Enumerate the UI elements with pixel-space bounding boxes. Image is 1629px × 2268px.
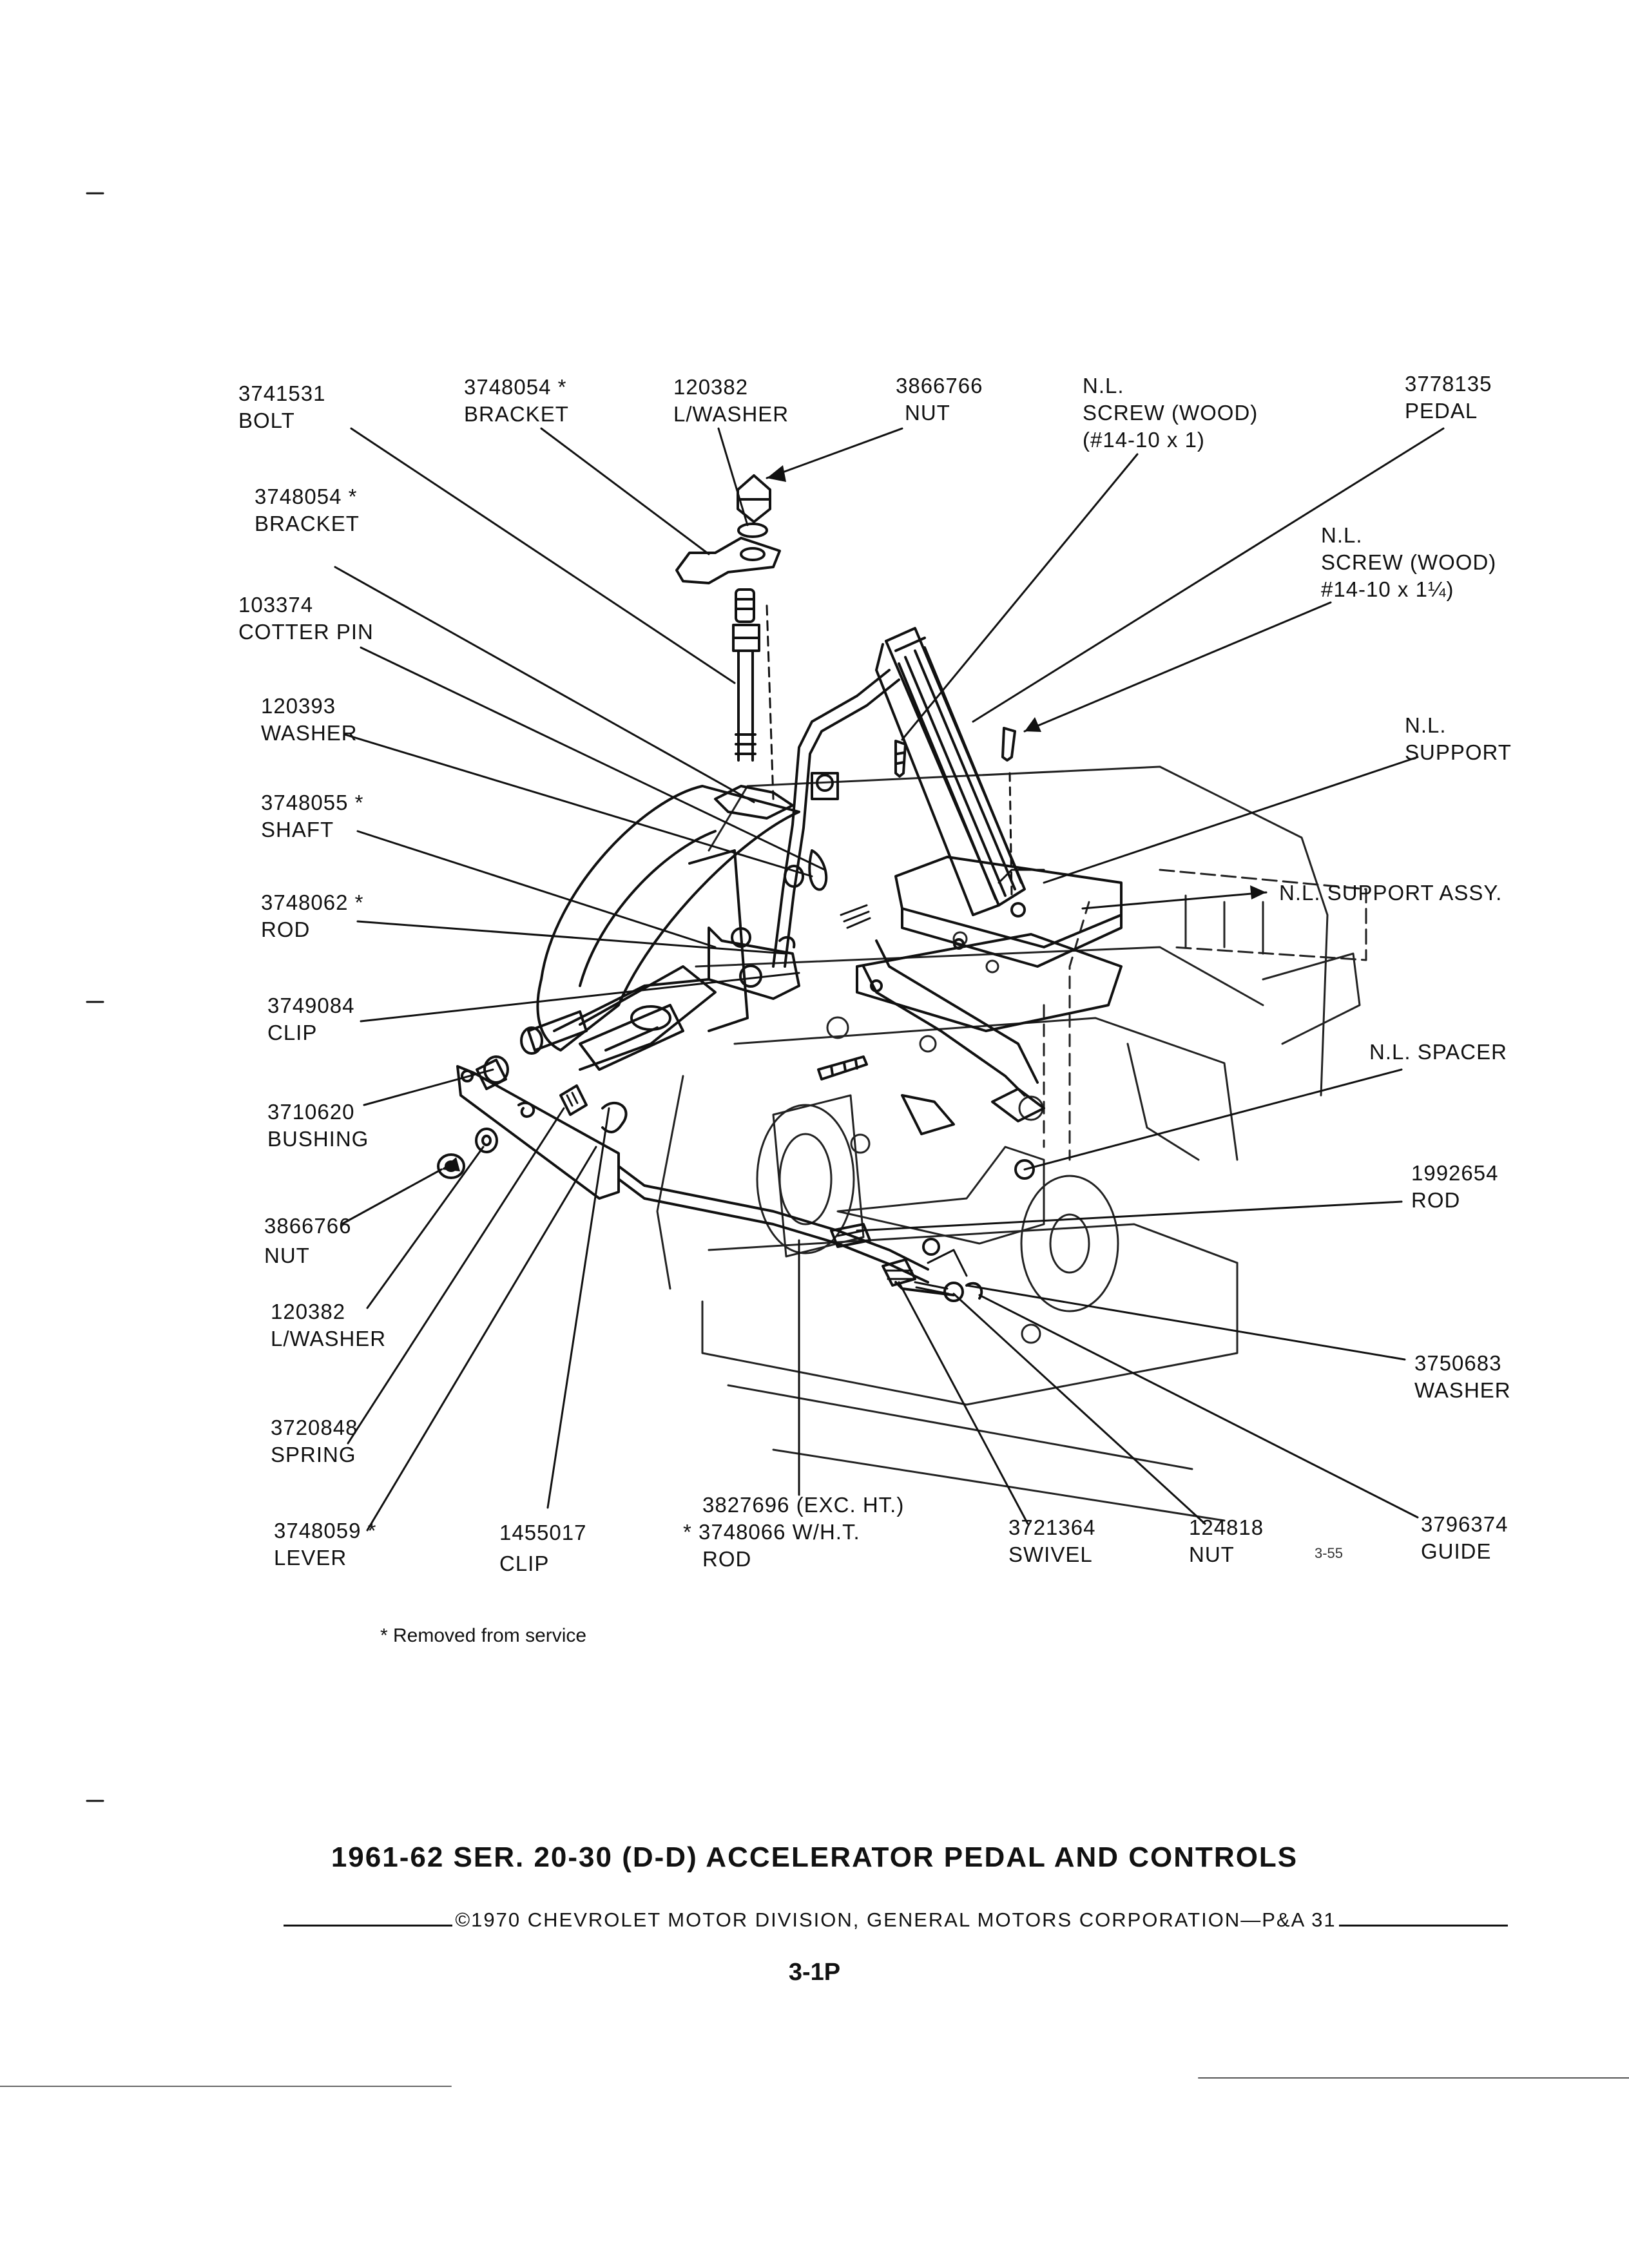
callout-lockwasher-left: [271, 1298, 386, 1352]
callout-washer-left: [261, 693, 358, 747]
part-name: BOLT: [238, 408, 295, 432]
part-label: N.L. SUPPORT ASSY.: [1279, 881, 1503, 905]
callout-support: [1405, 712, 1512, 766]
callout-washer-right: [1414, 1350, 1511, 1404]
part-name: L/WASHER: [673, 402, 789, 426]
part-name: SPRING: [271, 1443, 356, 1466]
part-name: GUIDE: [1421, 1539, 1492, 1563]
part-line: 3827696 (EXC. HT.): [702, 1493, 905, 1517]
callout-lockwasher-top: [673, 374, 789, 428]
margin-marks: [0, 193, 1629, 2086]
part-number: 3866766: [896, 374, 983, 398]
callout-lever: [274, 1517, 376, 1571]
part-name: WASHER: [1414, 1378, 1511, 1402]
part-name: NUT: [905, 401, 950, 425]
part-name: WASHER: [261, 721, 358, 745]
part-spec: (#14-10 x 1): [1083, 428, 1205, 452]
part-number: 3748054 *: [255, 485, 358, 508]
part-name: NUT: [264, 1244, 310, 1267]
copyright-text: ©1970 CHEVROLET MOTOR DIVISION, GENERAL MOTORS CORPORATION—P&A 31: [455, 1908, 1336, 1931]
part-name: SWIVEL: [1008, 1542, 1093, 1566]
callout-nut-top: [896, 372, 983, 427]
part-number: 3748062 *: [261, 890, 364, 914]
part-line: * 3748066 W/H.T.: [683, 1520, 860, 1544]
figure-number: 3-55: [1315, 1545, 1344, 1561]
copyright-line: [284, 1908, 1508, 1932]
callout-bushing: [267, 1099, 369, 1153]
part-spec: #14-10 x 1¼): [1321, 577, 1454, 601]
part-number: 103374: [238, 593, 314, 617]
part-number: N.L.: [1405, 713, 1447, 737]
part-name: SHAFT: [261, 818, 334, 841]
part-name: CLIP: [267, 1021, 318, 1044]
callout-guide: [1421, 1511, 1508, 1565]
part-number: 3721364: [1008, 1515, 1096, 1539]
callout-nut-bottom: [1189, 1514, 1264, 1568]
part-name: BUSHING: [267, 1127, 369, 1151]
pedal-rod-linkage: [709, 670, 1044, 1134]
part-number: 3741531: [238, 381, 326, 405]
part-number: 120382: [673, 375, 749, 399]
rule-left: [284, 1925, 452, 1927]
part-number: 120393: [261, 694, 336, 718]
part-number: 3720848: [271, 1416, 358, 1439]
part-number: 3748059 *: [274, 1519, 377, 1542]
part-number: 1455017: [499, 1521, 587, 1544]
callout-screw-wood-1: [1083, 372, 1258, 454]
shaft-housing: [537, 786, 799, 1070]
part-name: SCREW (WOOD): [1321, 550, 1497, 574]
part-number: 3750683: [1414, 1351, 1502, 1375]
callout-rod-bottom: [683, 1492, 904, 1573]
part-number: N.L.: [1083, 374, 1124, 398]
callout-spacer: [1369, 1039, 1507, 1066]
part-number: 3796374: [1421, 1512, 1509, 1536]
callout-support-assy: [1279, 879, 1502, 907]
part-name: CLIP: [499, 1552, 550, 1575]
callout-swivel: [1008, 1514, 1095, 1568]
part-name: LEVER: [274, 1546, 347, 1570]
part-label: N.L. SPACER: [1369, 1040, 1507, 1064]
callout-bolt: [238, 380, 325, 434]
part-number: 3748055 *: [261, 791, 364, 814]
part-name: NUT: [1189, 1542, 1235, 1566]
callout-clip-bottom: [499, 1517, 586, 1579]
callout-nut-left: [264, 1211, 351, 1271]
part-name: ROD: [702, 1547, 752, 1571]
part-number: 120382: [271, 1300, 346, 1323]
part-name: ROD: [1411, 1188, 1461, 1212]
part-number: 3778135: [1405, 372, 1492, 396]
part-name: COTTER PIN: [238, 620, 374, 644]
callout-clip-left: [267, 992, 354, 1046]
part-name: BRACKET: [255, 512, 360, 535]
leader-lines: [335, 428, 1443, 1530]
footnote: * Removed from service: [380, 1625, 587, 1646]
part-name: SCREW (WOOD): [1083, 401, 1258, 425]
callout-shaft: [261, 789, 363, 843]
part-name: SUPPORT: [1405, 740, 1512, 764]
part-name: ROD: [261, 918, 311, 941]
part-number: N.L.: [1321, 523, 1363, 547]
callout-rod-left: [261, 889, 363, 943]
part-number: 3710620: [267, 1100, 355, 1124]
part-name: BRACKET: [464, 402, 569, 426]
callout-bracket-left: [255, 483, 360, 537]
rule-right: [1339, 1925, 1508, 1927]
part-name: PEDAL: [1405, 399, 1478, 423]
callout-cotter-pin: [238, 591, 374, 646]
callout-pedal: [1405, 370, 1492, 425]
part-number: 3866766: [264, 1214, 352, 1238]
callout-screw-wood-2: [1321, 522, 1496, 603]
part-number: 1992654: [1411, 1161, 1499, 1185]
callout-spring: [271, 1414, 358, 1468]
part-name: L/WASHER: [271, 1327, 387, 1350]
callout-bracket-top: [464, 374, 569, 428]
part-number: 124818: [1189, 1515, 1264, 1539]
bolt-assembly: [677, 476, 838, 818]
accelerator-pedal: [876, 628, 1025, 915]
page-number: 3-1P: [788, 1959, 841, 1986]
part-number: 3749084: [267, 994, 355, 1017]
callout-rod-right: [1411, 1160, 1498, 1214]
page-title: 1961-62 SER. 20-30 (D-D) ACCELERATOR PEDAL AND CONTROLS: [331, 1841, 1298, 1873]
part-number: 3748054 *: [464, 375, 567, 399]
